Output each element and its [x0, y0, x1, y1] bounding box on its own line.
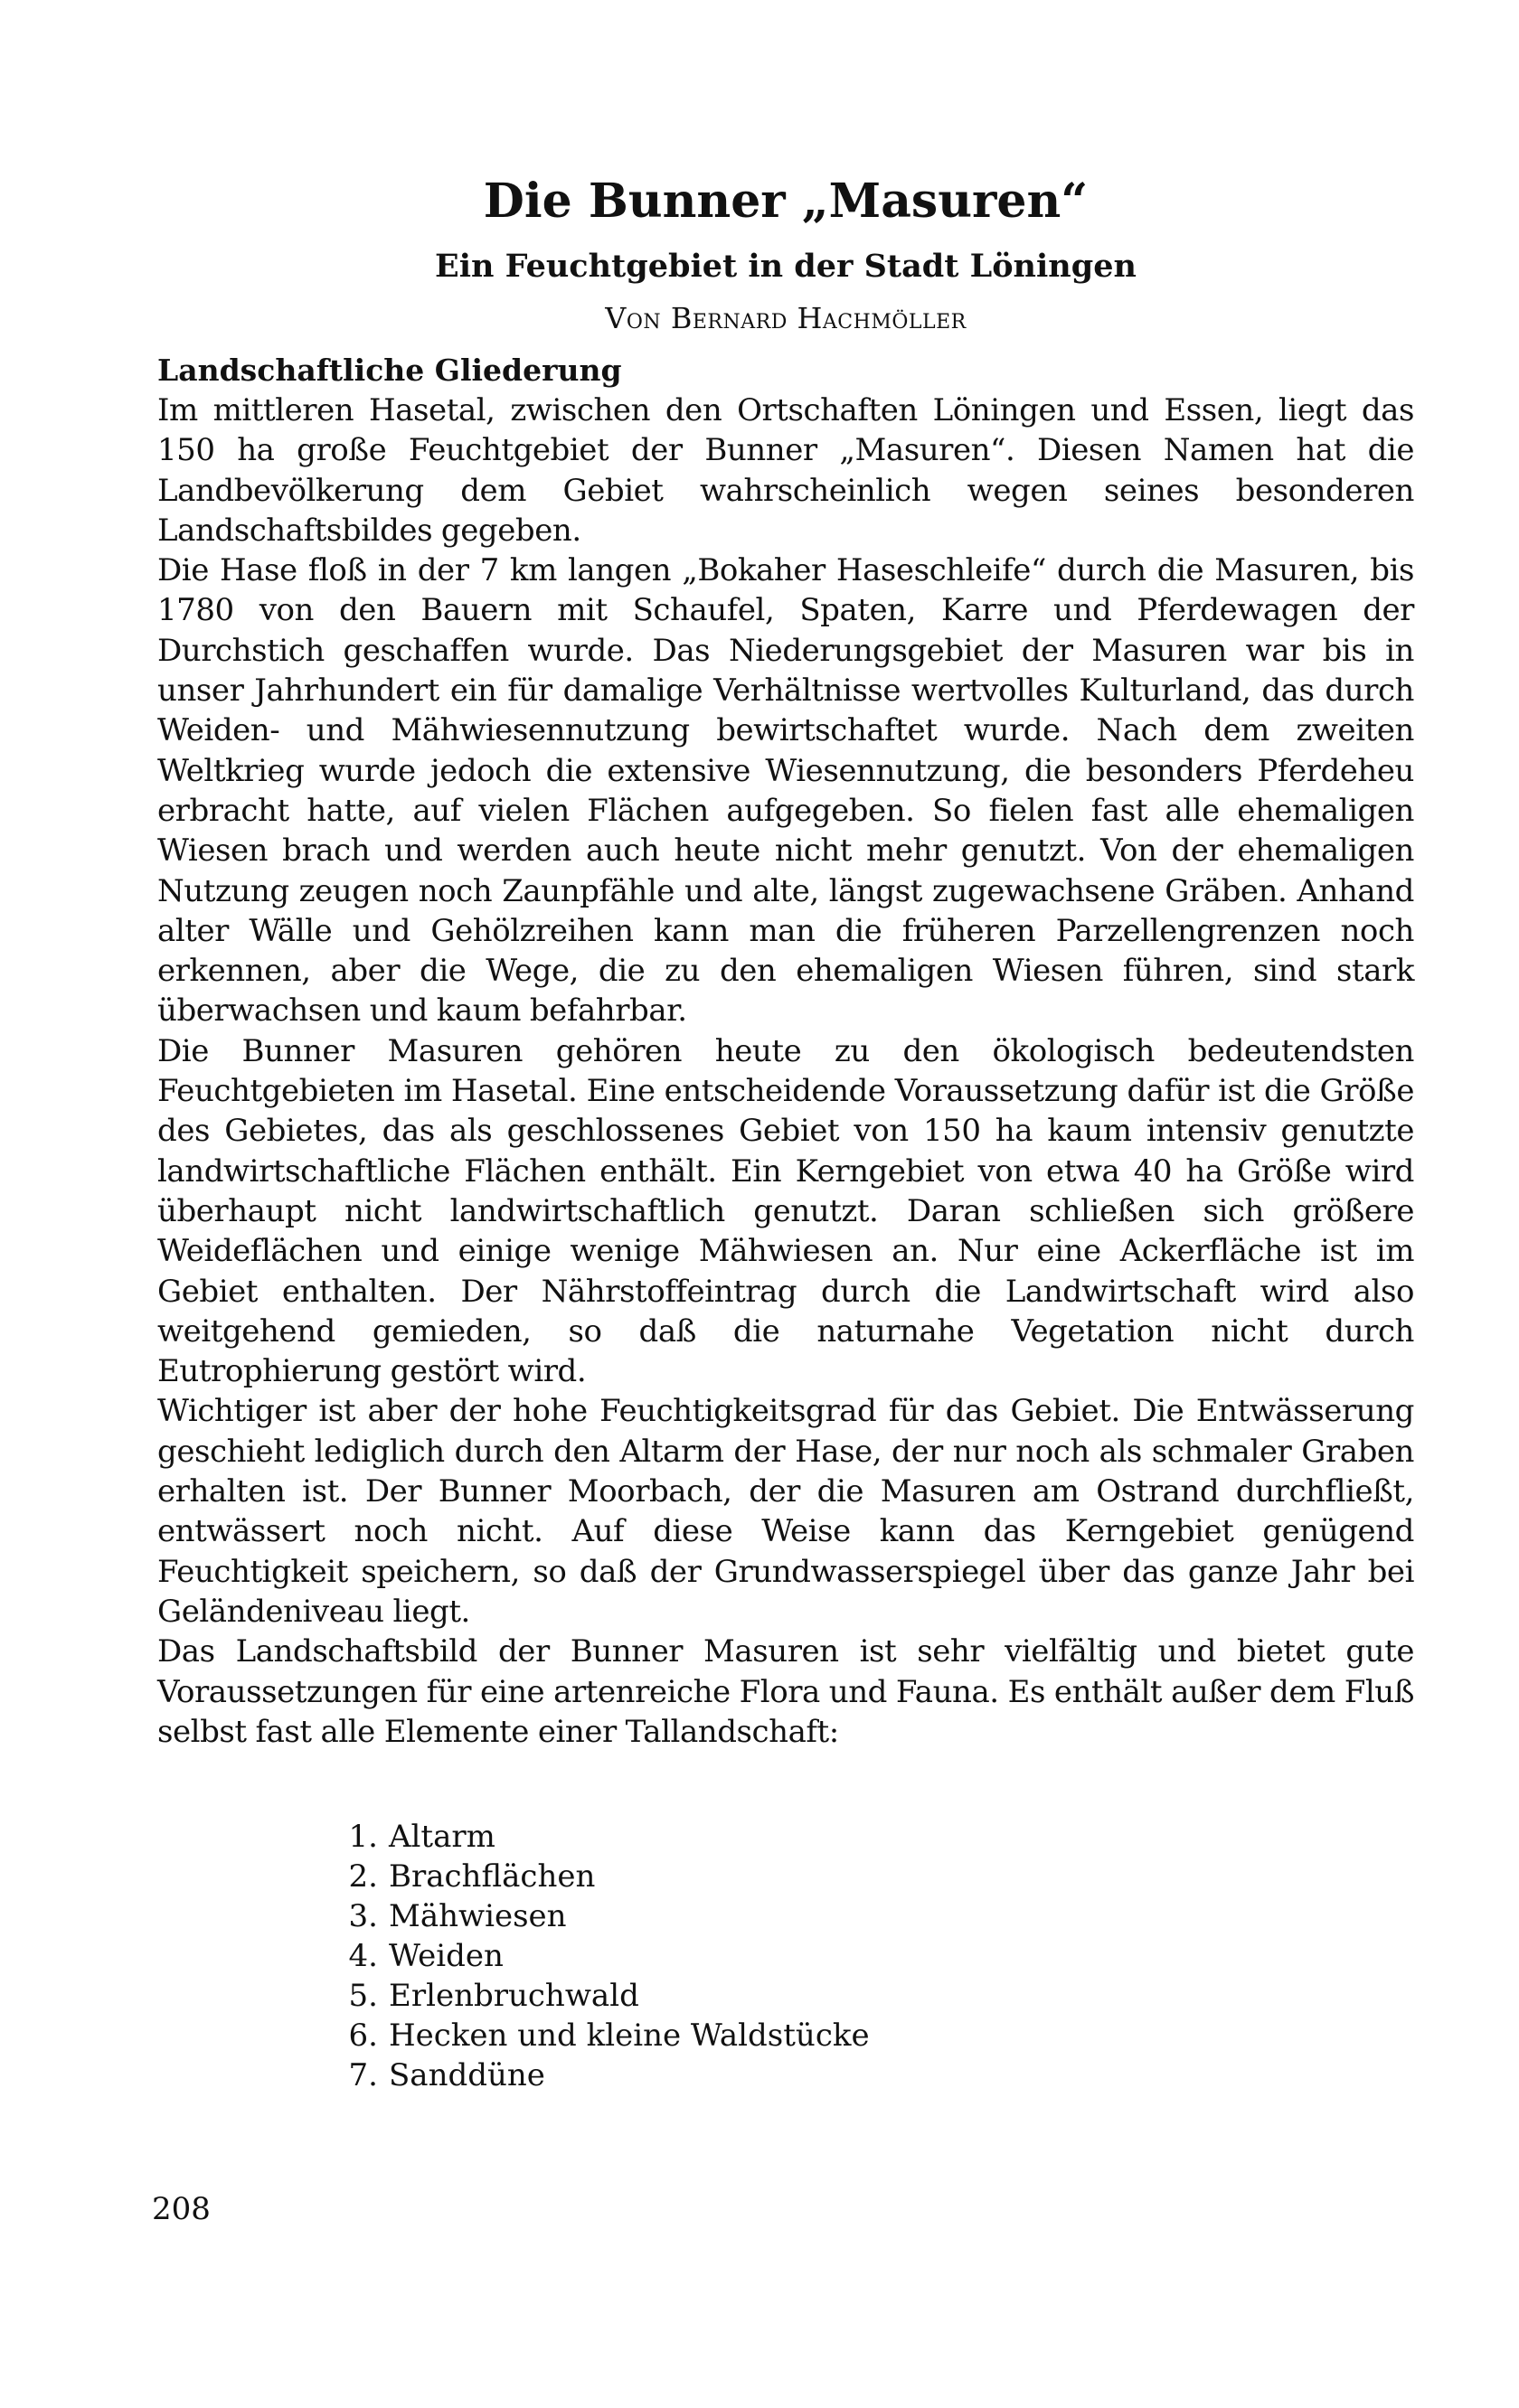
list-item-text: Altarm — [389, 1819, 495, 1856]
list-item — [338, 2016, 1414, 2055]
list-item — [338, 1936, 1414, 1976]
list-item-number: 7. — [348, 2057, 378, 2094]
list-item-number: 4. — [348, 1938, 378, 1975]
list-item — [338, 1857, 1414, 1896]
paragraph: Die Bunner Masuren gehören heute zu den ökologisch bedeutendsten Feuchtgebieten im Hasetal. Eine entscheidende Voraussetzung dafür ist die Größe des Gebietes, das als geschlossenes Gebiet von 150 ha kaum intensiv genutzte landwirtschaftliche Flächen enthält. Ein Kerngebiet von etwa 40 ha Größe wird überhaupt nicht landwirtschaftlich genutzt. Daran schließen sich größere Weideflächen und einige wenige Mähwiesen an. Nur eine Ackerfläche ist im Gebiet enthalten. Der Nährstoffeintrag durch die Landwirtschaft wird also weitgehend gemieden, so daß die naturnahe Vegetation nicht durch Eutrophierung gestört wird. — [157, 1032, 1414, 1390]
list-item-number: 3. — [348, 1898, 378, 1935]
list-item-text: Sanddüne — [389, 2057, 545, 2094]
list-item — [338, 1976, 1414, 2016]
section-heading: Landschaftliche Gliederung — [157, 353, 622, 388]
list-item — [338, 1817, 1414, 1857]
paragraph: Wichtiger ist aber der hohe Feuchtigkeitsgrad für das Gebiet. Die Entwässerung geschieht lediglich durch den Altarm der Hase, der nur noch als schmaler Graben erhalten ist. Der Bunner Moorbach, der die Masuren am Ostrand durchfließt, entwässert noch nicht. Auf diese Weise kann das Kerngebiet genügend Feuchtigkeit speichern, so daß der Grundwasserspiegel über das ganze Jahr bei Geländeniveau liegt. — [157, 1393, 1414, 1630]
list-item-number: 1. — [348, 1819, 378, 1856]
paragraph: Im mittleren Hasetal, zwischen den Ortschaften Löningen und Essen, liegt das 150 ha große Feuchtgebiet der Bunner „Masuren“. Diesen Namen hat die Landbevölkerung dem Gebiet wahrscheinlich wegen seines besonderen Landschaftsbildes gegeben. — [157, 392, 1414, 549]
list-item-text: Brachflächen — [389, 1858, 596, 1895]
list-item-text: Erlenbruchwald — [389, 1978, 639, 2015]
page-subtitle: Ein Feuchtgebiet in der Stadt Löningen — [435, 248, 1137, 285]
list-item — [338, 1896, 1414, 1936]
page-title: Die Bunner „Masuren“ — [483, 174, 1089, 229]
page-number: 208 — [152, 2191, 211, 2227]
paragraph: Die Hase floß in der 7 km langen „Bokaher Haseschleife“ durch die Masuren, bis 1780 von den Bauern mit Schaufel, Spaten, Karre und Pferdewagen der Durchstich geschaffen wurde. Das Niederungsgebiet der Masuren war bis in unser Jahrhundert ein für damalige Verhältnisse wertvolles Kulturland, das durch Weiden- und Mähwiesennutzung bewirtschaftet wurde. Nach dem zweiten Weltkrieg wurde jedoch die extensive Wiesennutzung, die besonders Pferdeheu erbracht hatte, auf vielen Flächen aufgegeben. So fielen fast alle ehemaligen Wiesen brach und werden auch heute nicht mehr genutzt. Von der ehemaligen Nutzung zeugen noch Zaunpfähle und alte, längst zugewachsene Gräben. Anhand alter Wälle und Gehölzreihen kann man die früheren Parzellengrenzen noch erkennen, aber die Wege, die zu den ehemaligen Wiesen führen, sind stark überwachsen und kaum befahrbar. — [157, 552, 1414, 1030]
list-item-text: Mähwiesen — [389, 1898, 567, 1935]
list-item — [338, 2055, 1414, 2095]
author-line: Von Bernard Hachmöller — [605, 301, 967, 335]
list-item-text: Hecken und kleine Waldstücke — [389, 2018, 870, 2055]
list-item-number: 2. — [348, 1858, 378, 1895]
landscape-elements-list — [338, 1817, 1414, 2095]
page-content — [157, 172, 1414, 2095]
list-item-number: 5. — [348, 1978, 378, 2015]
list-item-number: 6. — [348, 2018, 378, 2055]
paragraph: Das Landschaftsbild der Bunner Masuren ist sehr vielfältig und bietet gute Voraussetzungen für eine artenreiche Flora und Fauna. Es enthält außer dem Fluß selbst fast alle Elemente einer Tallandschaft: — [157, 1633, 1414, 1750]
list-item-text: Weiden — [389, 1938, 504, 1975]
